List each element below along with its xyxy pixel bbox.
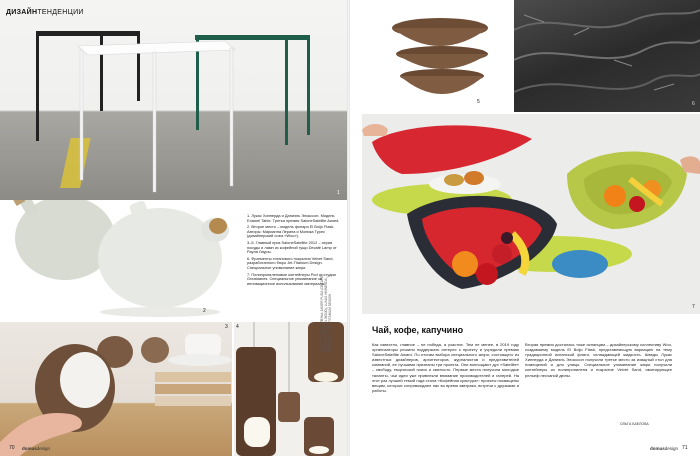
caption-5: 7. Полипропиленовые контейнеры Pod от студии Greatdanes. Специальное упоминание за инновационное использование материала. [247, 271, 336, 286]
article-headline: Чай, кофе, капучино [372, 325, 464, 335]
photo-number-2: 2 [203, 308, 206, 314]
credit-line-2: ПЕТЕР ВЕННЕРЕ (EL BOIJO), LUKAS HINNERDA, [323, 277, 328, 352]
photo-jugs [0, 200, 240, 318]
baskets-illustration [362, 114, 700, 314]
cups-illustration [0, 322, 232, 456]
photo-baskets [362, 114, 700, 314]
jugs-illustration [0, 200, 240, 318]
photo-number-3: 3 [225, 324, 228, 330]
credit-line-3: GREATDANES, JET-TITANIUM DESIGN [327, 294, 332, 352]
brand-right [650, 446, 678, 451]
photo-tables [0, 0, 347, 200]
brand-right-bold: domus [650, 446, 665, 451]
photo-number-4: 4 [236, 324, 239, 330]
photo-bowls [350, 0, 510, 110]
photo-cups [0, 322, 232, 456]
brand-left [22, 446, 50, 451]
tables-illustration [0, 0, 347, 200]
author-credit: ОЛЬГА БАЕЛОВА [620, 422, 649, 426]
photo-number-6: 6 [692, 101, 695, 107]
cloth-illustration [514, 0, 700, 112]
credit-line-1: ФОТО ПРЕДОСТАВЛЕНЫ: JAVIER PUGA (DECAFÉ), [320, 273, 324, 352]
brand-left-suffix: design [36, 446, 51, 451]
left-page [0, 0, 347, 456]
article-column-2: Вторая премия досталась тоже испанцам – дизайнерскому коллективу Woo, создавшему модель El Boijo Flask, представляющую вариацию на тему традиционной испанской фляги, охлаждающей жидкость. Шведы Лукас Хиннерда и Даниэль Энокссон получили третье место за изящный стол для помещений и для улицы. Специальное упоминание жюри получили контейнеры из полипропилена и покрытие Velvet Sand, имитирующее рельеф песчаной дюны. [525, 342, 672, 378]
section-header-bold: ДИЗАЙН [6, 9, 38, 16]
photo-number-5: 5 [477, 99, 480, 105]
caption-4: 6. Фрагменты титанового покрытия Velvet Sand, разработанного бюро Jet-Titanium Design. Специальное упоминание жюри. [247, 255, 334, 270]
page-number-right: 71 [682, 445, 688, 451]
page-number-left: 70 [9, 445, 15, 451]
photo-number-7: 7 [692, 304, 695, 310]
section-header [6, 9, 84, 16]
section-header-rest: ТЕНДЕНЦИИ [37, 9, 84, 16]
brand-right-suffix: design [664, 446, 679, 451]
brand-left-bold: domus [22, 446, 37, 451]
article-column-1: Как известно, главное – не победа, а участие. Тем не менее, в 2019 году организаторы решили поддержать интерес к проекту и учредили премию SaloneSatellite Award. По итогам выбора специального жюри, состоящего из известных дизайнеров, архитекторов, журналистов и представителей компаний, ее лучшими признаны три проекта. Они воплощают дух «Satellite» – свободу, творческий поиск и смелость. Первые места получили молодые таланты, чьи идеи уже привлекли внимание производителей и галерей. На этот раз лучшей темой года стала «Кофейная культура»: проекты посвящены вещам, которые сопровождают нас во время завтрака, встречи с друзьями и работы. [372, 342, 519, 393]
caption-2: 2. Второе место – модель фонаря El Boijo Flask. Авторы: Марианна Лерина и Моника Турес (дизайнерский союз «Woo»). [247, 224, 335, 239]
caption-1: 1. Лукас Хиннерда и Даниэль Энокссон. Модель Enamel Table. Третья премия SaloneSatellite Award. [247, 213, 340, 223]
photo-number-1: 1 [337, 190, 340, 196]
photo-cloth [514, 0, 700, 112]
caption-3: 3–5. Главный приз SaloneSatellite 2012 – серия посуды и ламп из кофейной гущи Decafé Lamp от Раула Лауры. [247, 239, 337, 255]
bowls-illustration [350, 0, 510, 110]
photo-credits [321, 256, 332, 352]
